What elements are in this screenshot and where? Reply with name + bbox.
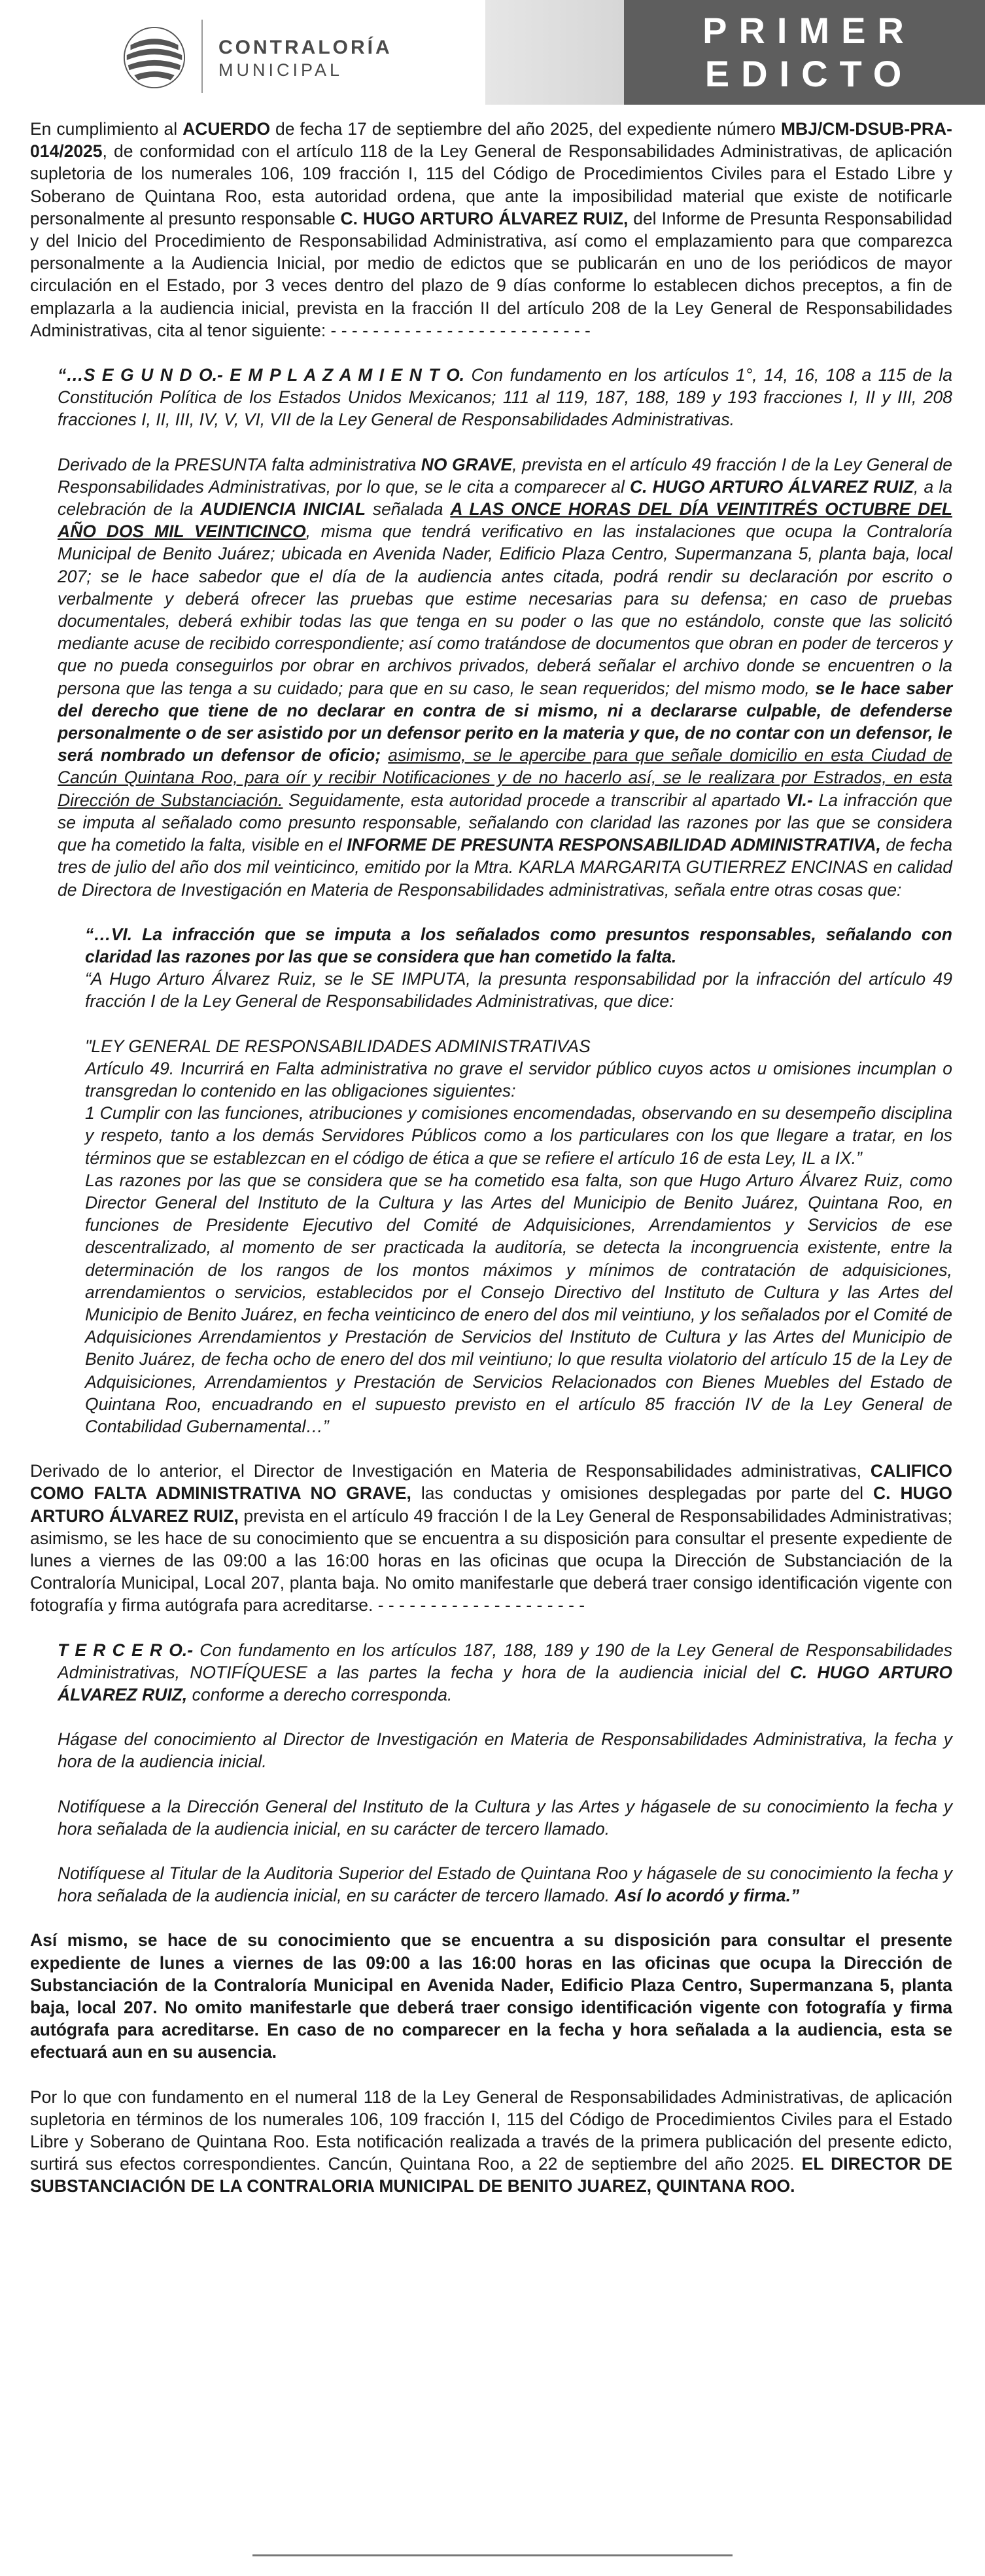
logo-divider <box>201 20 203 93</box>
paragraph-tercero: T E R C E R O.- Con fundamento en los artículos 187, 188, 189 y 190 de la Ley General de Responsabilidades Administrativas, NOTIFÍQUESE a las partes la fecha y hora de la audiencia inicial del C. HUGO ARTURO ÁLVAREZ RUIZ, conforme a derecho corresponda. <box>58 1640 952 1704</box>
paragraph-intro: En cumplimiento al ACUERDO de fecha 17 de septiembre del año 2025, del expediente número MBJ/CM-DSUB-PRA-014/2025, de conformidad con el artículo 118 de la Ley General de Responsabilidades Administrativas, de aplicación supletoria de los numerales 106, 109 fracción I, 115 del Código de Procedimientos Civiles para el Estado Libre y Soberano de Quintana Roo, esta autoridad ordena, que ante la imposibilidad material que existe de notificarle personalmente al presunto responsable C. HUGO ARTURO ÁLVAREZ RUIZ, del Informe de Presunta Responsabilidad y del Inicio del Procedimiento de Responsabilidad Administrativa, así como el emplazamiento para que comparezca personalmente a la Audiencia Inicial, por medio de edictos que se publicarán en uno de los periódicos de mayor circulación en el Estado, por 3 veces dentro del plazo de 9 días conforme lo establecen dichos preceptos, a fin de emplazarla a la audiencia inicial, prevista en la fracción II del artículo 208 de la Ley General de Responsabilidades Administrativas, cita al tenor siguiente: - - - - - - - - - - - - - - - - - - - - - - - - - <box>30 119 952 340</box>
paragraph-hagase: Hágase del conocimiento al Director de Investigación en Materia de Responsabilidades Administrativa, la fecha y hora de la audiencia inicial. <box>58 1729 952 1772</box>
paragraph-segundo: “…S E G U N D O.- E M P L A Z A M I E N T O. Con fundamento en los artículos 1°, 14, 16, 108 a 115 de la Constitución Política de los Estados Unidos Mexicanos; 111 al 119, 187, 188, 189 y 193 fracciones I, II y III, 208 fracciones I, II, III, IV, V, VI, VII de la Ley General de Responsabilidades Administrativas. <box>58 365 953 430</box>
edict-banner <box>485 0 985 105</box>
org-name: CONTRALORÍA <box>218 37 392 58</box>
banner-title <box>642 9 976 96</box>
paragraph-notifiquese-auditoria: Notifíquese al Titular de la Auditoria Superior del Estado de Quintana Roo y hágasele de su conocimiento la fecha y hora señalada de la audiencia inicial, en su carácter de tercero llamado. Así lo acordó y firma.” <box>58 1863 952 1906</box>
banner-line-2: EDICTO <box>704 53 914 94</box>
banner-light-panel <box>485 0 624 105</box>
paragraph-ley-general: "LEY GENERAL DE RESPONSABILIDADES ADMINISTRATIVAS Artículo 49. Incurrirá en Falta administrativa no grave el servidor público cuyos actos u omisiones incumplan o transgredan lo contenido en las obligaciones siguientes: 1 Cumplir con las funciones, atribuciones y comisiones encomendadas, observando en su desempeño disciplina y respeto, tanto a los demás Servidores Públicos como a los particulares con los que llegare a tratar, en los términos que se establezcan en el código de ética a que se refiere el artículo 16 de esta Ley, IL a IX.” Las razones por las que se considera que se ha cometido esa falta, son que Hugo Arturo Álvarez Ruiz, como Director General del Instituto de la Cultura y las Artes del Municipio de Benito Juárez, Quintana Roo, en funciones de Presidente Ejecutivo del Comité de Adquisiciones, Arrendamientos y Servicios de ese descentralizado, al momento de ser practicada la auditoría, se detecta la incongruencia existente, entre la determinación de los rangos de los montos máximos y mínimos de contratación de adquisiciones, arrendamientos o servicios, establecidos por el Consejo Directivo del Instituto de Cultura y las Artes del Municipio de Benito Juárez, en fecha veinticinco de enero del dos mil veintiuno, y los señalados por el Comité de Adquisiciones Arrendamientos y Prestación de Servicios del Instituto de Cultura y las Artes del Municipio de Benito Juárez, de fecha ocho de enero del dos mil veintiuno; lo que resulta violatorio del artículo 15 de la Ley de Adquisiciones, Arrendamientos y Prestación de Servicios Relacionados con Bienes Muebles del Estado de Quintana Roo, encuadrando en el supuesto previsto en el artículo 85 fracción IV de la Ley General de Contabilidad Gubernamental…” <box>85 1036 952 1436</box>
footer-divider <box>252 2554 733 2556</box>
paragraph-notifiquese-instituto: Notifíquese a la Dirección General del Instituto de la Cultura y las Artes y hágasele de su conocimiento la fecha y hora señalada de la audiencia inicial, en su carácter de tercero llamado. <box>58 1796 952 1839</box>
paragraph-vi-infraccion: “…VI. La infracción que se imputa a los señalados como presuntos responsables, señalando con claridad las razones por las que se considera que han cometido la falta. “A Hugo Arturo Álvarez Ruiz, se le SE IMPUTA, la presunta responsabilidad por la infracción del artículo 49 fracción I de la Ley General de Responsabilidades Administrativas, que dice: <box>85 924 952 1012</box>
banner-line-1: PRIMER <box>702 10 916 51</box>
paragraph-fundamento-final: Por lo que con fundamento en el numeral 118 de la Ley General de Responsabilidades Administrativas, de aplicación supletoria en términos de los numerales 106, 109 fracción I, 115 del Código de Procedimientos Civiles para el Estado Libre y Soberano de Quintana Roo. Esta notificación realizada a través de la primera publicación del presente edicto, surtirá sus efectos correspondientes. Cancún, Quintana Roo, a 22 de septiembre del año 2025. EL DIRECTOR DE SUBSTANCIACIÓN DE LA CONTRALORIA MUNICIPAL DE BENITO JUAREZ, QUINTANA ROO. <box>30 2087 952 2197</box>
paragraph-califico: Derivado de lo anterior, el Director de Investigación en Materia de Responsabilidades administrativas, CALIFICO COMO FALTA ADMINISTRATIVA NO GRAVE, las conductas y omisiones desplegadas por parte del C. HUGO ARTURO ÁLVAREZ RUIZ, prevista en el artículo 49 fracción I de la Ley General de Responsabilidades Administrativas; asimismo, se les hace de su conocimiento que se encuentra a su disposición para consultar el presente expediente de lunes a viernes de las 09:00 a las 16:00 horas en las oficinas que ocupa la Dirección de Substanciación de la Contraloría Municipal, Local 207, planta baja. No omito manifestarle que deberá traer consigo identificación vigente con fotografía y firma autógrafa para acreditarse. - - - - - - - - - - - - - - - - - - - - <box>30 1461 952 1615</box>
paragraph-asi-mismo: Así mismo, se hace de su conocimiento que se encuentra a su disposición para consultar el presente expediente de lunes a viernes de las 09:00 a las 16:00 horas en las oficinas que ocupa la Dirección de Substanciación de la Contraloría Municipal en Avenida Nader, Edificio Plaza Centro, Supermanzana 5, planta baja, local 207. No omito manifestarle que deberá traer consigo identificación vigente con fotografía y firma autógrafa para acreditarse. En caso de no comparecer en la fecha y hora señalada a la audiencia, esta se efectuará aun en su ausencia. <box>30 1930 952 2062</box>
header <box>0 0 985 110</box>
org-subtitle: MUNICIPAL <box>218 60 343 80</box>
contraloria-logo-icon <box>123 26 186 89</box>
paragraph-derivado-presunta: Derivado de la PRESUNTA falta administrativa NO GRAVE, prevista en el artículo 49 fracción I de la Ley General de Responsabilidades Administrativas, por lo que, se le cita a comparecer al C. HUGO ARTURO ÁLVAREZ RUIZ, a la celebración de la AUDIENCIA INICIAL señalada A LAS ONCE HORAS DEL DÍA VEINTITRÉS OCTUBRE DEL AÑO DOS MIL VEINTICINCO, misma que tendrá verificativo en las instalaciones que ocupa la Contraloría Municipal de Benito Juárez; ubicada en Avenida Nader, Edificio Plaza Centro, Supermanzana 5, planta baja, local 207; se le hace sabedor que el día de la audiencia antes citada, podrá rendir su declaración por escrito o verbalmente y deberá ofrecer las pruebas que estime necesarias para su defensa; en caso de pruebas documentales, deberá exhibir todas las que tenga en su poder o las que no estándolo, conste que las solicitó mediante acuse de recibido correspondiente; así como tratándose de documentos que obran en poder de terceros y que no pueda conseguirlos por obrar en archivos privados, deberá señalar el archivo donde se encuentren o la persona que las tenga a su cuidado; para que en su caso, le sean requeridos; del mismo modo, se le hace saber del derecho que tiene de no declarar en contra de si mismo, ni a declararse culpable, de defenderse personalmente o de ser asistido por un defensor perito en la materia y que, de no contar con un defensor, le será nombrado un defensor de oficio; asimismo, se le apercibe para que señale domicilio en esta Ciudad de Cancún Quintana Roo, para oír y recibir Notificaciones y de no hacerlo así, se le realizara por Estrados, en esta Dirección de Substanciación. Seguidamente, esta autoridad procede a transcribir al apartado VI.- La infracción que se imputa al señalado como presunto responsable, señalando con claridad las razones por las que se considera que ha cometido la falta, visible en el INFORME DE PRESUNTA RESPONSABILIDAD ADMINISTRATIVA, de fecha tres de julio del año dos mil veinticinco, emitido por la Mtra. KARLA MARGARITA GUTIERREZ ENCINAS en calidad de Directora de Investigación en Materia de Responsabilidades administrativas, señala entre otras cosas que: <box>58 454 953 900</box>
edict-body <box>30 118 952 2198</box>
